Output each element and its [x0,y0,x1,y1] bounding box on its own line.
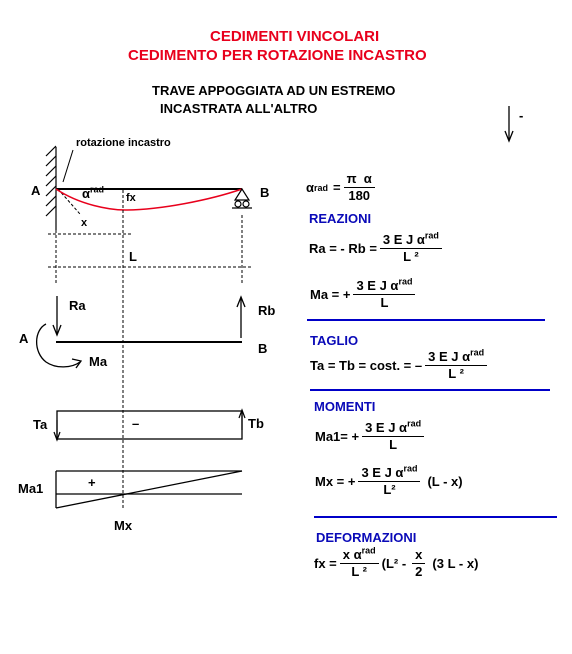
ta-formula: Ta = Tb = cost. = – $\frac{3 E J \alpha^{rad}}{\text{L ²}}$ [310,350,490,381]
x-label: x [81,217,88,229]
ma1-label: Ma1 [18,481,44,496]
fixed-support-icon [46,146,56,230]
section-momenti: MOMENTI [314,399,376,414]
ra-formula: Ra = - Rb = $\frac{3 E J \alpha^{rad}}{\text{L ²}}$ [309,233,445,264]
l-label: L [129,249,137,264]
fx-formula: fx = $\frac{x \alpha^{rad}}{\text{L ²}}$ (L² - $\frac{x}{2}$ (3 L - x) [314,545,479,579]
rule-1 [307,319,545,321]
alpha-label: $\alpha^{rad}$ [82,184,105,201]
ma-label: Ma [89,354,108,369]
ra-arrow-icon [53,296,61,335]
moment-sign: + [88,475,96,490]
shear-diagram [57,411,242,439]
alpha-formula: α rad = $\frac{\text{π α}}{180}$ [306,172,378,203]
subtitle-line-2: INCASTRATA ALL'ALTRO [160,101,318,116]
tb-label: Tb [248,416,264,431]
subtitle-line-1: TRAVE APPOGGIATA AD UN ESTREMO [152,83,396,98]
fbd-b-label: B [258,341,268,356]
title-line-1: CEDIMENTI VINCOLARI [210,28,380,45]
rule-3 [314,516,557,518]
ta-label: Ta [33,417,48,432]
section-taglio: TAGLIO [310,333,359,348]
mx-formula: Mx = + $\frac{3 E J \alpha^{rad}}{\text{L²}}$ (L - x) [315,463,463,497]
ma1-formula: Ma1= + $\frac{3 E J \alpha^{rad}}{L}$ [315,421,427,452]
rot-leader-line [63,150,73,182]
moment-diagram [56,471,242,508]
fx-label: fx [126,192,136,204]
mx-label: Mx [114,518,133,533]
rb-arrow-icon [237,297,245,338]
sign-label: - [519,108,524,123]
section-reazioni: REAZIONI [309,211,372,226]
rotation-label: rotazione incastro [76,137,171,149]
fbd-a-label: A [19,331,29,346]
section-deformazioni: DEFORMAZIONI [316,530,417,545]
rb-label: Rb [258,303,276,318]
point-a-label: A [31,183,41,198]
sign-arrow-icon [505,106,513,141]
title-line-2: CEDIMENTO PER ROTAZIONE INCASTRO [128,47,427,64]
ma-formula: Ma = + $\frac{3 E J \alpha^{rad}}{L}$ [310,279,418,310]
shear-sign: – [132,416,140,431]
point-b-label: B [260,185,270,200]
rule-2 [310,389,550,391]
ra-label: Ra [69,298,86,313]
